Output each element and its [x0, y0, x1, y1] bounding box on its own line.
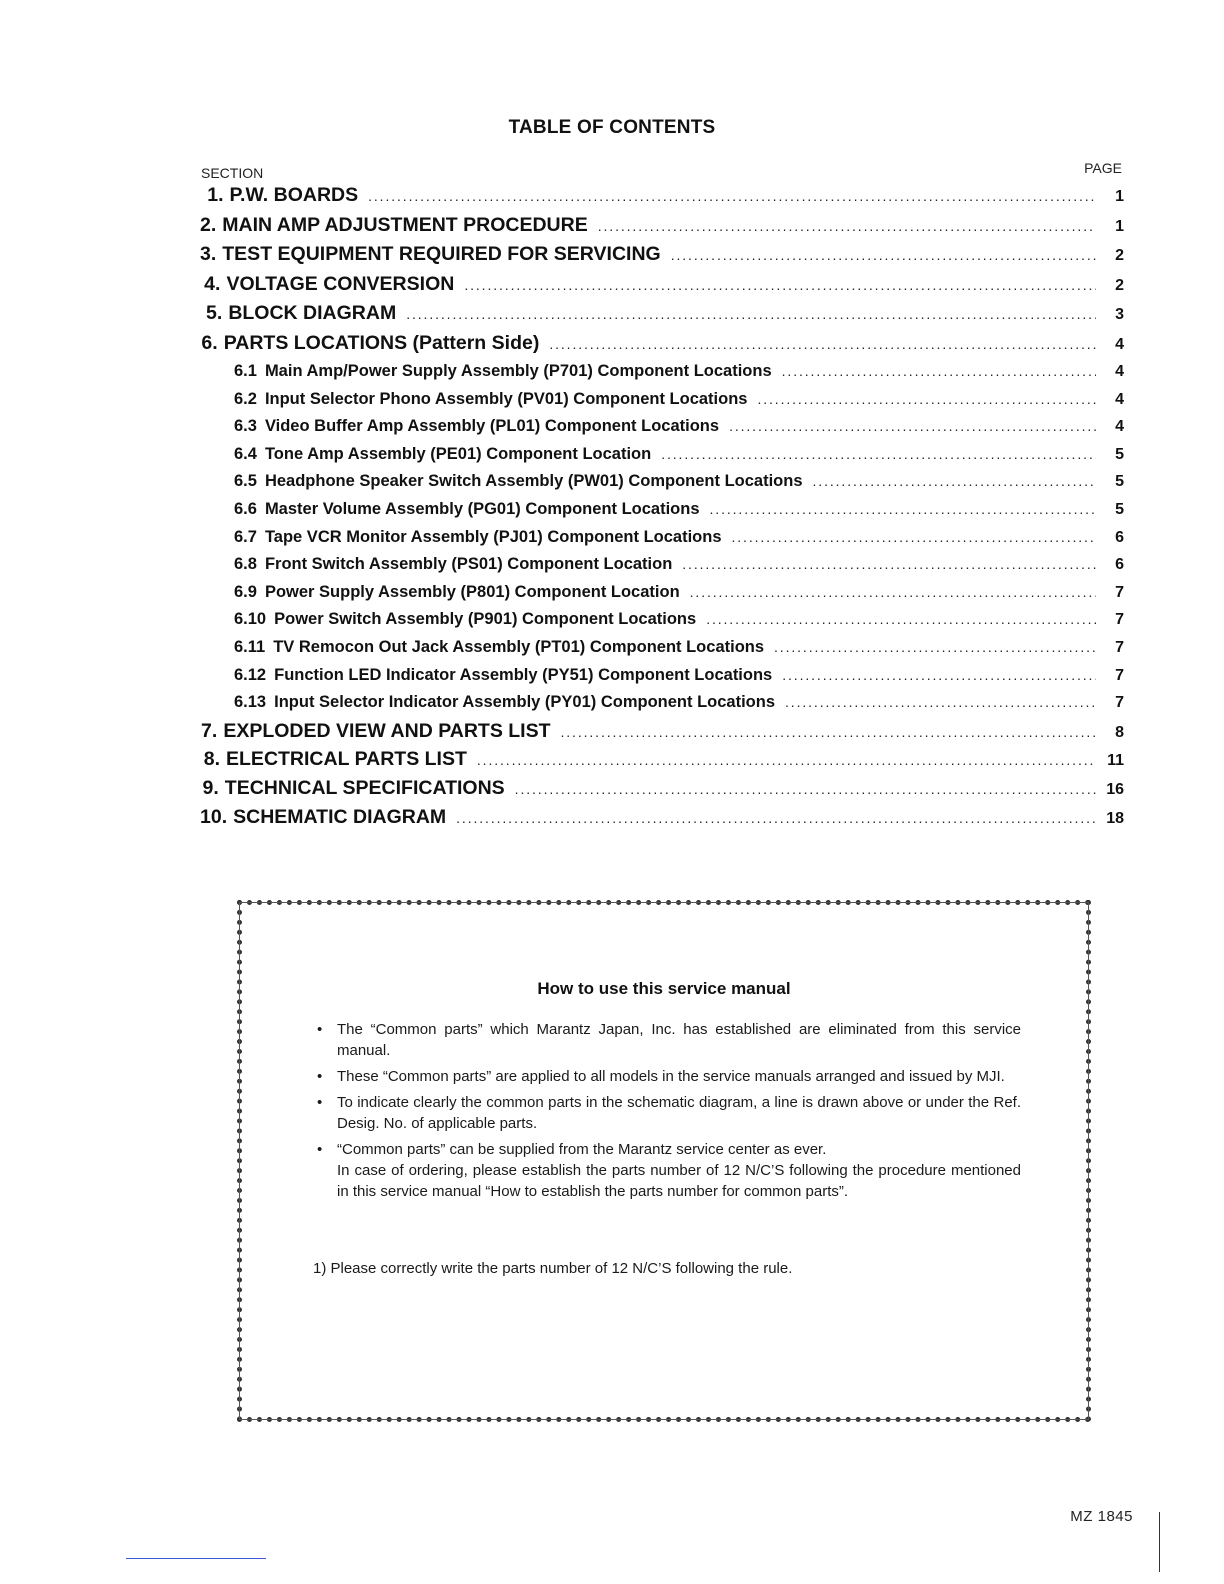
notice-bullet-list	[313, 1019, 1021, 1207]
toc-entry-page: 2	[1115, 276, 1124, 294]
toc-entry-label: Front Switch Assembly (PS01) Component Location	[264, 555, 673, 574]
toc-entry-page: 4	[1115, 390, 1124, 408]
toc-entry[interactable]	[200, 803, 1124, 832]
toc-entry-label: Video Buffer Amp Assembly (PL01) Component Locations	[264, 417, 720, 436]
toc-subentry[interactable]	[200, 524, 1124, 552]
toc-entry-page: 5	[1115, 473, 1124, 491]
toc-entry-page: 1	[1115, 217, 1124, 235]
notice-bullet-text: These “Common parts” are applied to all models in the service manuals arranged and issued by MJI.	[337, 1068, 1005, 1085]
toc-entry-page: 7	[1115, 694, 1124, 712]
toc-entry-page: 18	[1106, 809, 1124, 827]
toc-entry-number: 6.4	[234, 444, 257, 463]
dot-leader	[661, 441, 1096, 469]
dot-leader	[406, 300, 1096, 329]
toc-entry-number: 4.	[204, 272, 221, 295]
dot-leader	[671, 241, 1096, 270]
toc-entry-page: 4	[1115, 363, 1124, 380]
page-edge-mark	[1159, 1512, 1160, 1572]
toc-entry-number: 6.10	[234, 610, 267, 629]
bullet-icon: •	[317, 1068, 323, 1085]
toc-entry-page: 5	[1115, 500, 1124, 518]
dot-leader	[785, 689, 1096, 717]
toc-entry[interactable]	[200, 745, 1124, 774]
toc-entry-number: 2.	[200, 213, 217, 236]
notice-bullet	[313, 1139, 1021, 1202]
toc-entry-label: TECHNICAL SPECIFICATIONS	[224, 777, 505, 800]
dot-leader	[732, 524, 1097, 552]
toc-entry[interactable]	[200, 774, 1124, 803]
toc-entry-number: 6.12	[234, 665, 267, 684]
toc-entry-label: Input Selector Indicator Assembly (PY01) Component Locations	[274, 693, 776, 712]
toc-subentry[interactable]	[200, 579, 1124, 607]
toc-entry-number: 6.1	[234, 362, 257, 380]
toc-entry-label: Tape VCR Monitor Assembly (PJ01) Component Locations	[264, 527, 722, 546]
toc-entry-page: 7	[1115, 611, 1124, 629]
toc-entry[interactable]	[200, 270, 1124, 300]
toc-entry-page: 6	[1115, 528, 1124, 546]
toc-entry-number: 6.9	[234, 582, 257, 601]
toc-entry[interactable]	[200, 240, 1124, 270]
toc-entry-page: 8	[1115, 723, 1124, 741]
page-title: TABLE OF CONTENTS	[508, 117, 716, 138]
toc-entry-number: 7.	[201, 719, 218, 742]
toc-entry-number: 6.5	[234, 472, 257, 491]
toc-subentry[interactable]	[200, 441, 1124, 469]
dot-leader	[682, 551, 1096, 579]
toc-entry[interactable]	[200, 299, 1124, 329]
toc-entry-page: 11	[1107, 752, 1124, 770]
toc-subentry[interactable]	[200, 468, 1124, 496]
toc-entry-page: 5	[1115, 445, 1124, 463]
toc-entry-number: 5.	[206, 302, 223, 324]
toc-entry-label: Function LED Indicator Assembly (PY51) Component Locations	[274, 665, 773, 684]
notice-bullet-text: The “Common parts” which Marantz Japan, Inc. has established are eliminated from this service manual.	[337, 1021, 1021, 1059]
dot-leader	[782, 662, 1096, 690]
notice-title: How to use this service manual	[537, 979, 791, 998]
toc-entry-label: Power Switch Assembly (P901) Component Locations	[274, 610, 697, 629]
dot-leader	[690, 579, 1096, 607]
notice-bullet	[313, 1092, 1021, 1134]
toc-entry-page: 3	[1115, 306, 1124, 323]
toc-entry-label: Headphone Speaker Switch Assembly (PW01) Component Locations	[264, 472, 803, 491]
toc-entry-number: 1.	[207, 184, 224, 206]
toc-entry-page: 4	[1115, 418, 1124, 436]
toc-entry-number: 6.8	[234, 555, 257, 574]
dot-leader	[515, 775, 1096, 803]
toc-entry-page: 2	[1115, 247, 1124, 264]
toc-subentry[interactable]	[200, 662, 1124, 690]
toc-entry-number: 8.	[203, 748, 221, 771]
notice-bullet	[313, 1066, 1021, 1087]
toc-entry-number: 6.11	[234, 637, 266, 656]
page-column-header: PAGE	[1084, 160, 1122, 176]
toc-subentry[interactable]	[200, 386, 1124, 414]
dot-leader	[782, 358, 1096, 386]
toc-entry-label: SCHEMATIC DIAGRAM	[233, 805, 447, 828]
toc-entry-label: Power Supply Assembly (P801) Component Location	[264, 582, 680, 601]
bullet-icon: •	[317, 1141, 323, 1158]
toc-entry[interactable]	[200, 211, 1124, 241]
toc-entry-page: 4	[1115, 335, 1124, 353]
underline-mark	[126, 1558, 266, 1559]
toc-subentry[interactable]	[200, 689, 1124, 717]
toc-entry-label: EXPLODED VIEW AND PARTS LIST	[223, 719, 551, 742]
toc-entry[interactable]	[200, 329, 1124, 359]
toc-entry-label: Tone Amp Assembly (PE01) Component Location	[264, 444, 652, 463]
toc-entry-label: PARTS LOCATIONS (Pattern Side)	[223, 331, 540, 354]
dot-leader	[561, 718, 1097, 746]
dot-leader	[710, 496, 1096, 524]
toc-subentry[interactable]	[200, 413, 1124, 441]
toc-entry-page: 6	[1115, 556, 1124, 574]
dot-leader	[456, 804, 1096, 832]
toc-entry-number: 6.6	[234, 499, 257, 518]
toc-entry-label: Master Volume Assembly (PG01) Component Locations	[264, 499, 700, 518]
toc-entry-label: TEST EQUIPMENT REQUIRED FOR SERVICING	[222, 243, 661, 265]
toc-entry-page: 7	[1115, 583, 1124, 601]
toc-entry-number: 6.7	[234, 527, 257, 546]
toc-entry-page: 1	[1115, 188, 1124, 205]
toc-entry-number: 6.3	[234, 417, 257, 436]
toc-subentry[interactable]	[200, 606, 1124, 634]
notice-bullet	[313, 1019, 1021, 1061]
toc-entry-label: MAIN AMP ADJUSTMENT PROCEDURE	[222, 213, 588, 236]
dot-leader	[368, 182, 1096, 211]
table-of-contents	[200, 181, 1124, 831]
toc-subentry[interactable]	[200, 358, 1124, 386]
document-code: MZ 1845	[1070, 1508, 1133, 1525]
service-manual-notice-box	[237, 900, 1091, 1422]
dot-leader	[477, 746, 1096, 774]
toc-entry-label: Main Amp/Power Supply Assembly (P701) Component Locations	[264, 362, 772, 380]
dot-leader	[813, 468, 1096, 496]
rule-note: 1) Please correctly write the parts number of 12 N/C’S following the rule.	[313, 1260, 793, 1277]
toc-entry-label: P.W. BOARDS	[229, 184, 359, 206]
toc-entry-number: 6.2	[234, 389, 257, 408]
section-column-header: SECTION	[201, 165, 264, 181]
bullet-icon: •	[317, 1094, 323, 1111]
notice-bullet-text: To indicate clearly the common parts in the schematic diagram, a line is drawn above or under the Ref. Desig. No. of applicable parts.	[337, 1094, 1021, 1132]
dot-leader	[729, 413, 1096, 441]
toc-subentry[interactable]	[200, 634, 1124, 662]
toc-entry-number: 6.	[201, 331, 218, 354]
dot-leader	[706, 606, 1096, 634]
bullet-icon: •	[317, 1021, 323, 1038]
toc-entry-label: BLOCK DIAGRAM	[228, 302, 397, 324]
toc-entry-number: 3.	[200, 243, 217, 265]
toc-entry-label: ELECTRICAL PARTS LIST	[226, 748, 467, 771]
toc-entry-label: Input Selector Phono Assembly (PV01) Component Locations	[264, 389, 748, 408]
toc-entry-page: 16	[1106, 781, 1124, 799]
toc-entry-number: 9.	[202, 777, 219, 800]
toc-entry-page: 7	[1115, 666, 1124, 684]
toc-entry[interactable]	[200, 181, 1124, 211]
toc-subentry[interactable]	[200, 496, 1124, 524]
toc-subentry[interactable]	[200, 551, 1124, 579]
toc-entry-page: 7	[1115, 638, 1124, 656]
dot-leader	[757, 386, 1096, 414]
toc-entry[interactable]	[200, 717, 1124, 746]
toc-entry-number: 6.13	[234, 693, 267, 712]
dot-leader	[464, 271, 1096, 300]
dot-leader	[774, 634, 1096, 662]
notice-bullet-text-continued: In case of ordering, please establish the parts number of 12 N/C’S following the procedure mentioned in this service manual “How to establish the parts number for common parts”.	[337, 1162, 1021, 1200]
toc-entry-label: VOLTAGE CONVERSION	[226, 272, 455, 295]
dot-leader	[549, 330, 1096, 359]
toc-entry-label: TV Remocon Out Jack Assembly (PT01) Component Locations	[273, 637, 765, 656]
toc-entry-number: 10.	[200, 805, 228, 828]
notice-bullet-text: “Common parts” can be supplied from the Marantz service center as ever.	[337, 1141, 827, 1158]
dot-leader	[598, 212, 1096, 241]
